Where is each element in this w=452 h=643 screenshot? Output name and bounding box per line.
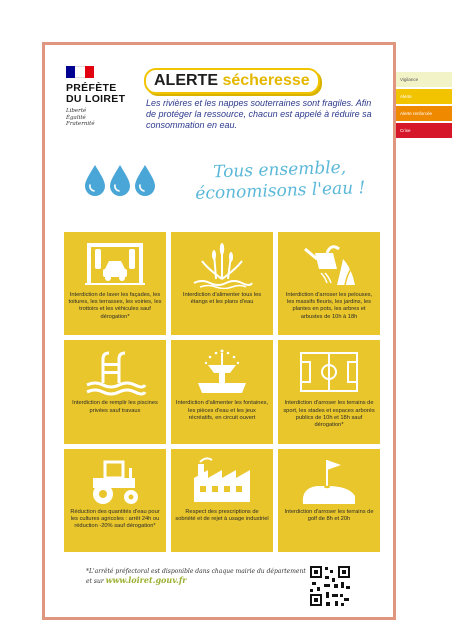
measure-card-gardens	[278, 232, 380, 335]
flag-white	[75, 66, 84, 78]
car-wash-icon	[83, 239, 147, 289]
prefecture-website-link[interactable]: www.loiret.gouv.fr	[105, 575, 187, 585]
measure-card-pools	[64, 340, 166, 443]
slogan-line1: Tous ensemble,	[212, 157, 347, 183]
republic-flag-icon	[66, 66, 94, 78]
motto-fraternite: Fraternité	[66, 121, 95, 127]
measure-card-golf	[278, 449, 380, 552]
authority-name-line2: DU LOIRET	[66, 93, 126, 105]
measures-grid	[64, 232, 380, 552]
slogan	[169, 156, 390, 206]
level-vigilance: Vigilance	[396, 72, 452, 87]
measure-caption: Respect des prescriptions de sobriété et de rejet à usage industriel	[175, 508, 269, 522]
footer-note	[86, 568, 306, 586]
qr-code-icon[interactable]	[308, 564, 352, 608]
measure-caption: Interdiction de laver les façades, les toitures, les terrasses, les voiries, les trottoirs et les véhicules sauf dérogation*	[68, 292, 162, 320]
motto-egalite: Égalité	[66, 114, 86, 121]
measure-caption: Réduction des quantités d'eau pour les cultures agricoles : arrêt 24h ou réduction -20% sauf dérogation*	[70, 508, 160, 530]
water-drop-icon	[134, 164, 156, 196]
sports-field-icon	[297, 347, 361, 397]
measure-caption: Interdiction d'arroser les pelouses, les massifs fleuris, les jardins, les plantes en pots, les arbres et arbustes de 10h à 18h	[285, 292, 373, 320]
factory-icon	[190, 456, 254, 506]
flag-red	[85, 66, 94, 78]
poster	[46, 46, 392, 616]
alert-level-panel	[396, 72, 452, 138]
measure-card-industry	[171, 449, 273, 552]
flag-blue	[66, 66, 75, 78]
watering-can-icon	[297, 239, 361, 289]
motto	[66, 108, 146, 128]
slogan-line2: économisons l'eau !	[195, 178, 366, 204]
tractor-icon	[83, 456, 147, 506]
measure-caption: Interdiction de remplir les piscines privées sauf travaux	[72, 400, 158, 414]
alert-title-word1: ALERTE	[154, 72, 218, 89]
footer-note-text: *L'arrêté préfectoral est disponible dans chaque mairie du département et sur	[86, 568, 306, 585]
authority-block	[66, 83, 146, 128]
measure-caption: Interdiction d'alimenter tous les étangs et les plans d'eau	[182, 292, 262, 306]
level-alerte-renforcee: Alerte renforcée	[396, 106, 452, 121]
measure-card-fountains	[171, 340, 273, 443]
water-drop-icon	[84, 164, 106, 196]
measure-card-agriculture	[64, 449, 166, 552]
golf-green-icon	[297, 456, 361, 506]
alert-subtitle: Les rivières et les nappes souterraines sont fragiles. Afin de protéger la ressource, chacun est appelé à réduire sa consommation en eau.	[146, 98, 372, 130]
measure-card-washing	[64, 232, 166, 335]
measure-caption: Interdiction d'arroser les terrains de golf de 8h et 20h	[284, 508, 374, 522]
water-drops	[84, 164, 156, 196]
measure-caption: Interdiction d'arroser les terrains de sport, les stades et espaces arborés publics de 10h et 18h sauf dérogation*	[283, 400, 375, 428]
motto-liberte: Liberté	[66, 108, 87, 114]
water-drop-icon	[109, 164, 131, 196]
alert-title	[144, 68, 320, 94]
alert-title-word2: sécheresse	[222, 72, 310, 89]
authority-name-line1: PRÉFÈTE	[66, 82, 117, 94]
measure-card-sports	[278, 340, 380, 443]
fountain-icon	[190, 347, 254, 397]
level-alerte: Alerte	[396, 89, 452, 104]
pond-reeds-icon	[190, 239, 254, 289]
level-crise: Crise	[396, 123, 452, 138]
measure-caption: Interdiction d'alimenter les fontaines, les pièces d'eau et les jeux récréatifs, en circuit ouvert	[175, 400, 269, 421]
swimming-pool-icon	[83, 347, 147, 397]
measure-card-ponds	[171, 232, 273, 335]
